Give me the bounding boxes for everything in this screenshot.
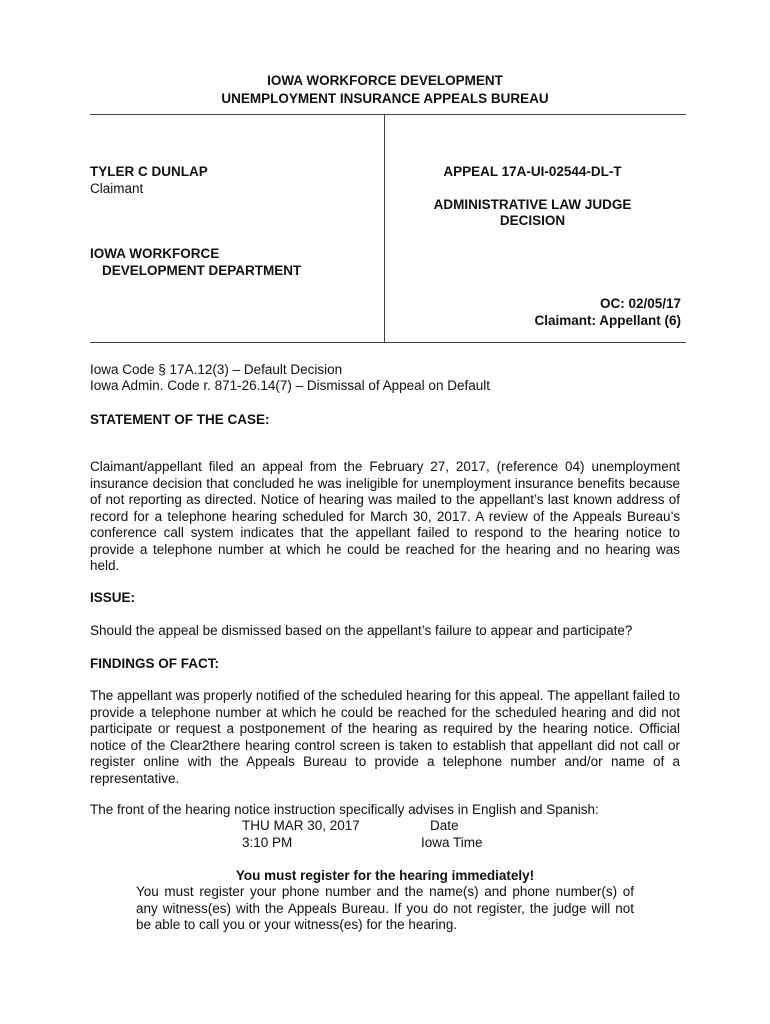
oc-date: OC: 02/05/17 [599, 296, 681, 311]
caption-bottom-rule [90, 342, 686, 343]
citation-1: Iowa Code § 17A.12(3) – Default Decision [90, 362, 343, 377]
findings-body: The appellant was properly notified of the scheduled hearing for this appeal. The appellant failed to provide a telephone number at which he could be reached for the scheduled hearing and did not participate or request a postponement of the hearing as required by the hearing notice. Official notice of the Clear2there hearing control screen is taken to establish that appellant did not call or register online with the Appeals Bureau to provide a telephone number and/or name of a representative. [90, 688, 680, 786]
decision-title-line2: DECISION [499, 213, 566, 228]
register-heading: You must register for the hearing immediately! [235, 868, 535, 883]
claimant-status: Claimant: Appellant (6) [534, 313, 681, 328]
caption-top-rule [90, 114, 686, 115]
issue-heading: ISSUE: [90, 590, 136, 605]
claimant-name: TYLER C DUNLAP [90, 164, 208, 179]
appeal-number: APPEAL 17A-UI-02544-DL-T [443, 164, 622, 179]
employer-name-line1: IOWA WORKFORCE [90, 246, 220, 261]
findings-heading: FINDINGS OF FACT: [90, 656, 219, 671]
hearing-time-label: Iowa Time [421, 835, 483, 850]
notice-intro: The front of the hearing notice instruction specifically advises in English and Spanish: [90, 802, 599, 817]
hearing-date: THU MAR 30, 2017 [242, 818, 360, 833]
statement-heading: STATEMENT OF THE CASE: [90, 412, 270, 427]
issue-body: Should the appeal be dismissed based on the appellant’s failure to appear and participate? [90, 623, 633, 638]
bureau-name: UNEMPLOYMENT INSURANCE APPEALS BUREAU [221, 91, 549, 106]
claimant-role: Claimant [90, 181, 144, 196]
agency-name: IOWA WORKFORCE DEVELOPMENT [267, 73, 503, 88]
employer-name-line2: DEVELOPMENT DEPARTMENT [102, 263, 302, 278]
hearing-date-label: Date [430, 818, 459, 833]
statement-body: Claimant/appellant filed an appeal from the February 27, 2017, (reference 04) unemployment insurance decision that concluded he was ineligible for unemployment insurance benefits because of not reporting as directed. Notice of hearing was mailed to the appellant’s last known address of record for a telephone hearing scheduled for March 30, 2017. A review of the Appeals Bureau’s conference call system indicates that the appellant failed to respond to the hearing notice to provide a telephone number at which he could be reached for the hearing and no hearing was held. [90, 459, 680, 573]
hearing-time: 3:10 PM [242, 835, 293, 850]
register-body: You must register your phone number and the name(s) and phone number(s) of any witness(es) with the Appeals Bureau. If you do not register, the judge will not be able to call you or your witness(es) for the hearing. [136, 884, 634, 932]
decision-title-line1: ADMINISTRATIVE LAW JUDGE [433, 197, 632, 212]
citation-2: Iowa Admin. Code r. 871-26.14(7) – Dismissal of Appeal on Default [90, 378, 490, 393]
